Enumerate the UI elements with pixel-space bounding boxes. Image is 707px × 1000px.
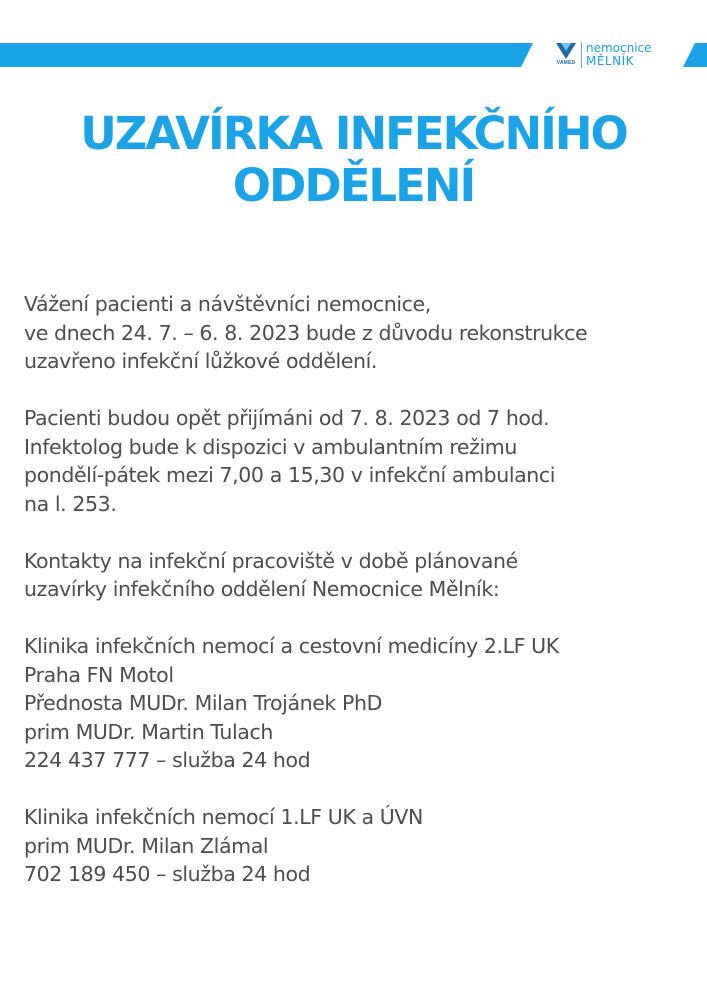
logo-divider	[581, 42, 582, 68]
title-line-1: UZAVÍRKA INFEKČNÍHO	[80, 107, 627, 160]
text-line: ve dnech 24. 7. – 6. 8. 2023 bude z důvodu rekonstrukce	[24, 320, 588, 345]
paragraph-greeting	[24, 290, 694, 376]
hospital-logo	[553, 40, 663, 70]
phone-number: 224 437 777 – služba 24 hod	[24, 748, 311, 772]
text-line: Vážení pacienti a návštěvníci nemocnice,	[24, 292, 431, 316]
paragraph-contact-uvn	[24, 803, 694, 889]
text-line: Pacienti budou opět přijímáni od 7. 8. 2023 od 7 hod.	[24, 406, 550, 430]
text-line: Klinika infekčních nemocí a cestovní medicíny 2.LF UK	[24, 634, 559, 658]
text-line: Kontakty na infekční pracoviště v době plánované	[24, 548, 518, 573]
phone-number: 702 189 450 – služba 24 hod	[24, 862, 311, 886]
text-line: prim MUDr. Milan Zlámal	[24, 833, 269, 858]
vamed-logo-text: VAMED	[556, 60, 576, 66]
text-line: na l. 253.	[24, 491, 117, 516]
paragraph-contact-motol	[24, 632, 694, 775]
title-line-2: ODDĚLENÍ	[232, 159, 475, 212]
text-line: uzavírky infekčního oddělení Nemocnice Mělník:	[24, 577, 500, 601]
text-line: Infektolog bude k dispozici v ambulantním režimu	[24, 434, 517, 459]
page-title	[0, 108, 707, 212]
text-line: prim MUDr. Martin Tulach	[24, 719, 273, 744]
text-line: pondělí-pátek mezi 7,00 a 15,30 v infekční ambulanci	[24, 463, 556, 487]
text-line: Praha FN Motol	[24, 662, 174, 687]
text-line: Přednosta MUDr. Milan Trojánek PhD	[24, 691, 382, 715]
paragraph-admission	[24, 404, 694, 518]
paragraph-contacts-intro	[24, 547, 694, 604]
text-line: Klinika infekčních nemocí 1.LF UK a ÚVN	[24, 805, 423, 829]
header-stripe-right	[683, 43, 707, 67]
header-stripe-left	[0, 43, 533, 67]
logo-line2: MĚLNÍK	[586, 54, 635, 68]
notice-body	[24, 290, 694, 917]
logo-line1: nemocnice	[586, 41, 652, 55]
text-line: uzavřeno infekční lůžkové oddělení.	[24, 349, 378, 373]
